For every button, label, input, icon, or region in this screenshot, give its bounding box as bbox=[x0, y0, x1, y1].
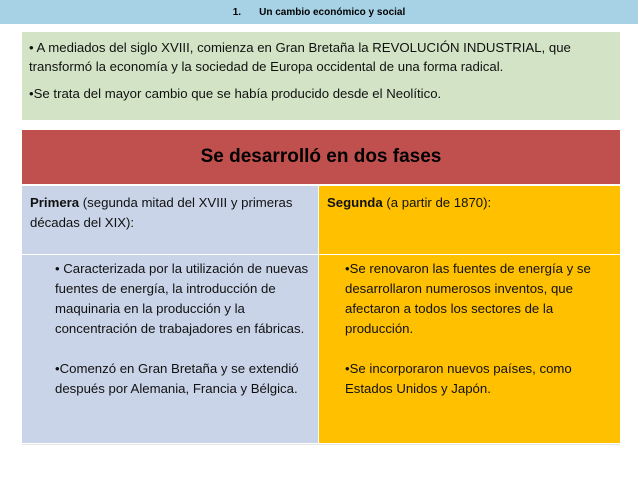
phase1-label: Primera bbox=[30, 195, 80, 210]
intro-paragraph-1: • A mediados del siglo XVIII, comienza en Gran Bretaña la REVOLUCIÓN INDUSTRIAL, que transformó la economía y la sociedad de Europa occidental de una forma radical. bbox=[29, 40, 571, 74]
slide-title: Un cambio económico y social bbox=[259, 6, 406, 18]
phase2-body-cell bbox=[319, 255, 620, 443]
phase1-point-2: •Comenzó en Gran Bretaña y se extendió después por Alemania, Francia y Bélgica. bbox=[55, 361, 299, 396]
phase2-detail: (a partir de 1870): bbox=[382, 195, 492, 210]
bottom-divider bbox=[22, 444, 620, 445]
phase1-point-1: • Caracterizada por la utilización de nuevas fuentes de energía, la introducción de maquinaria en la producción y la concentración de trabajadores en fábricas. bbox=[55, 261, 309, 336]
phase2-point-2: •Se incorporaron nuevos países, como Estados Unidos y Japón. bbox=[345, 361, 572, 396]
phase2-heading-cell bbox=[319, 186, 620, 254]
slide-title-bar bbox=[0, 0, 638, 24]
intro-paragraph-2: •Se trata del mayor cambio que se había producido desde el Neolítico. bbox=[29, 86, 442, 101]
phase1-body-cell bbox=[22, 255, 318, 443]
phase2-point-1: •Se renovaron las fuentes de energía y se desarrollaron numerosos inventos, que afectaron a todos los sectores de la producción. bbox=[345, 261, 591, 336]
phase1-heading-cell bbox=[22, 186, 318, 254]
intro-box bbox=[22, 32, 620, 120]
table-header: Se desarrolló en dos fases bbox=[22, 130, 620, 185]
slide-number: 1. bbox=[232, 6, 242, 18]
phase1-detail: (segunda mitad del XVIII y primeras décadas del XIX): bbox=[30, 195, 293, 230]
phase2-label: Segunda bbox=[327, 195, 383, 210]
